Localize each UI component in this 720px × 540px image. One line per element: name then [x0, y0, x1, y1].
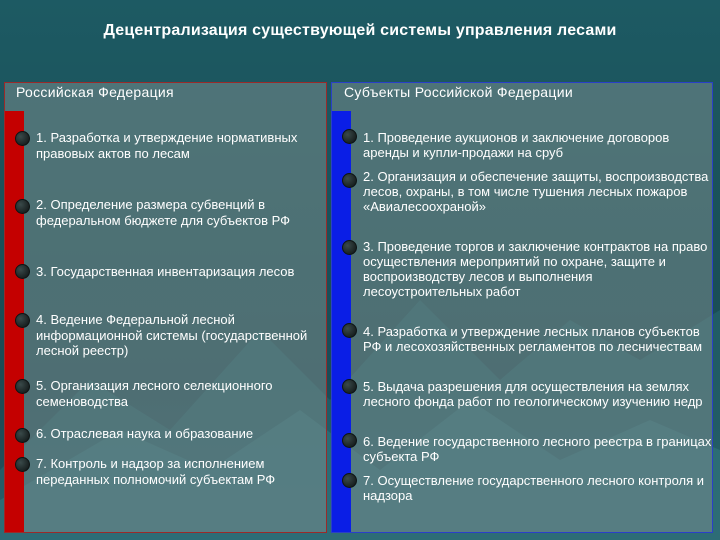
bullet-icon	[342, 379, 357, 394]
left-item-2: 2. Определение размера субвенций в федеральном бюджете для субъектов РФ	[36, 197, 291, 228]
bullet-icon	[15, 131, 30, 146]
left-item-3: 3. Государственная инвентаризация лесов	[36, 264, 295, 279]
left-column-panel	[4, 82, 327, 533]
left-item-1: 1. Разработка и утверждение нормативных правовых актов по лесам	[36, 130, 298, 161]
left-column-header: Российская Федерация	[16, 84, 174, 100]
left-item-7: 7. Контроль и надзор за исполнением переданных полномочий субъектам РФ	[36, 456, 276, 487]
bullet-icon	[342, 323, 357, 338]
bullet-icon	[15, 379, 30, 394]
right-item-5: 5. Выдача разрешения для осуществления на землях лесного фонда работ по геологическому изучению недр	[363, 379, 703, 409]
right-item-7: 7. Осуществление государственного лесного контроля и надзора	[363, 473, 705, 503]
bullet-icon	[15, 199, 30, 214]
left-item-5: 5. Организация лесного селекционного семеноводства	[36, 378, 273, 409]
left-item-4: 4. Ведение Федеральной лесной информационной системы (государственной лесной реестр)	[36, 312, 308, 358]
right-item-2: 2. Организация и обеспечение защиты, воспроизводства лесов, охраны, в том числе тушения лесных пожаров «Авиалесоохраной»	[363, 169, 709, 214]
right-column-panel	[331, 82, 713, 533]
bullet-icon	[342, 473, 357, 488]
right-item-4: 4. Разработка и утверждение лесных планов субъектов РФ и лесохозяйственных регламентов по лесничествам	[363, 324, 703, 354]
bullet-icon	[15, 264, 30, 279]
bullet-icon	[342, 129, 357, 144]
bullet-icon	[15, 313, 30, 328]
bullet-icon	[342, 173, 357, 188]
right-item-3: 3. Проведение торгов и заключение контрактов на право осуществления мероприятий по охране, защите и воспроизводству лесов и выполнения лесоустроительных работ	[363, 239, 708, 299]
bullet-icon	[15, 428, 30, 443]
slide-title: Децентрализация существующей системы управления лесами	[103, 22, 617, 39]
right-item-1: 1. Проведение аукционов и заключение договоров аренды и купли-продажи на сруб	[363, 130, 670, 160]
right-column-header: Субъекты Российской Федерации	[344, 84, 573, 100]
right-item-6: 6. Ведение государственного лесного реестра в границах субъекта РФ	[363, 434, 712, 464]
bullet-icon	[15, 457, 30, 472]
bullet-icon	[342, 240, 357, 255]
bullet-icon	[342, 433, 357, 448]
left-item-6: 6. Отраслевая наука и образование	[36, 426, 254, 441]
